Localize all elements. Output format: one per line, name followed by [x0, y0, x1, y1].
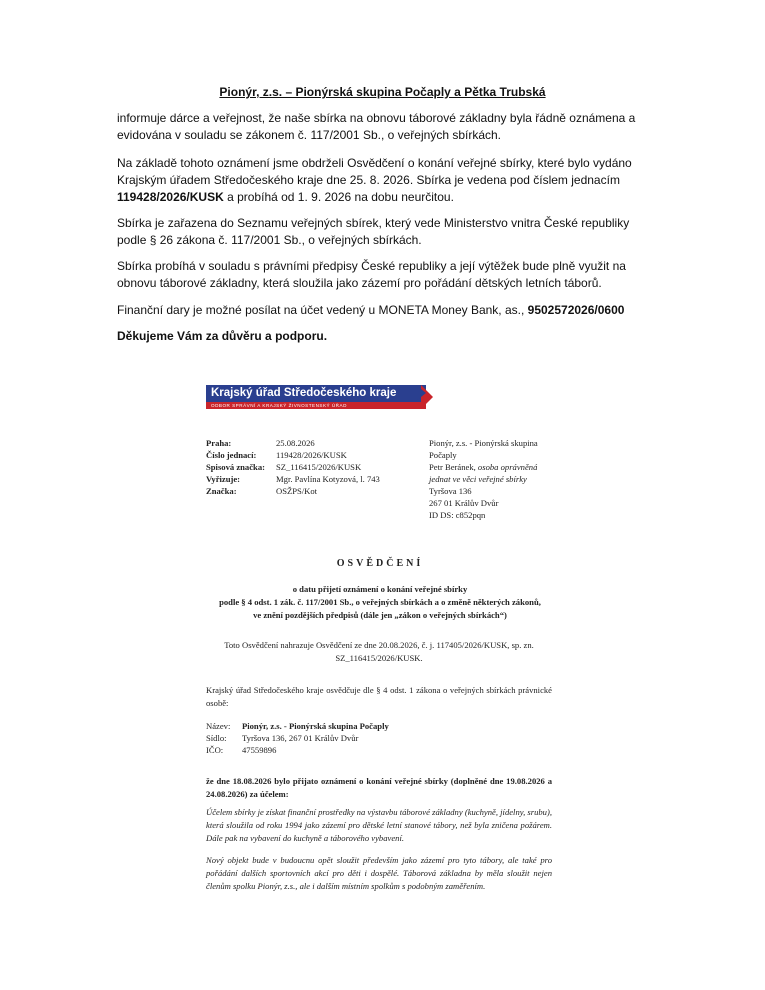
contact-role: osoba oprávněná — [475, 462, 538, 472]
attestation-text: Krajský úřad Středočeského kraje osvědčuje dle § 4 odst. 1 zákona o veřejných sbírkách právnické osobě: — [206, 685, 552, 708]
meta-label: Spisová značka: — [206, 462, 265, 472]
subtitle-line: o datu přijetí oznámení o konání veřejné sbírky — [292, 584, 468, 594]
entity-row — [206, 720, 552, 732]
address-street: Tyršova 136 — [429, 486, 472, 496]
entity-label: IČO: — [206, 745, 224, 755]
certificate-title: OSVĚDČENÍ — [336, 558, 424, 569]
meta-value: 119428/2026/KUSK — [276, 450, 347, 460]
office-name: Krajský úřad Středočeského kraje — [206, 385, 426, 402]
entity-value: 47559896 — [242, 745, 277, 755]
purpose-paragraph: Nový objekt bude v budoucnu opět sloužit především jako zázemí pro tyto tábory, ale také pro pořádání dalších sportovních akcí pro děti i dospělé. Táborová základna by měla sloužit nejen členům spolku Pionýr, z.s., ale i dalším místním spolkům s podobným zaměřením. — [206, 855, 552, 891]
letter-paragraph-intro: informuje dárce a veřejnost, že naše sbírka na obnovu táborové základny byla řádně oznámena a evidována v souladu se zákonem č. 117/2001 Sb., o veřejných sbírkách. — [117, 111, 636, 142]
meta-value: OSŽPS/Kot — [276, 486, 318, 496]
bank-account-number: 9502572026/0600 — [527, 303, 625, 317]
meta-label: Značka: — [206, 486, 237, 496]
address-line: Počaply — [429, 450, 457, 460]
replacement-note: Toto Osvědčení nahrazuje Osvědčení ze dne 20.08.2026, č. j. 117405/2026/KUSK, sp. zn. SZ_116415/2026/KUSK. — [224, 640, 534, 663]
certificate-scan — [200, 385, 560, 905]
paragraph-text: Finanční dary je možné posílat na účet vedený u MONETA Money Bank, as., — [117, 303, 528, 317]
meta-label: Číslo jednací: — [206, 450, 257, 460]
data-box-id: ID DS: c852pqn — [429, 510, 486, 520]
letter-paragraph-account — [117, 302, 652, 319]
entity-details — [206, 720, 552, 756]
entity-row — [206, 732, 552, 744]
meta-label: Praha: — [206, 438, 232, 448]
office-logo-banner — [206, 385, 426, 411]
meta-label: Vyřizuje: — [206, 474, 241, 484]
recipient-address — [429, 437, 559, 521]
purpose-paragraph: Účelem sbírky je získat finanční prostředky na výstavbu táborové základny (kuchyně, jídelny, srubu), která sloužila od roku 1994 jako zázemí pro dětské letní stanové tábory, než byla zničena požárem. Dále pak na vybavení do kuchyně a táborového vybavení. — [206, 807, 552, 843]
received-statement: že dne 18.08.2026 bylo přijato oznámení o konání veřejné sbírky (doplněné dne 19.08.2026 a 24.08.2026) za účelem: — [206, 776, 552, 799]
meta-value: SZ_116415/2026/KUSK — [276, 462, 362, 472]
banner-arrow-shape — [416, 385, 426, 401]
letter-heading: Pionýr, z.s. – Pionýrská skupina Počaply a Pětka Trubská — [219, 85, 546, 99]
subtitle-line: ve znění pozdějších předpisů (dále jen „zákon o veřejných sbírkách“) — [253, 610, 507, 620]
reference-number: 119428/2026/KUSK — [117, 190, 224, 204]
contact-role: jednat ve věci veřejné sbírky — [429, 474, 527, 484]
entity-label: Sídlo: — [206, 733, 227, 743]
address-contact — [429, 461, 559, 473]
paragraph-text: Na základě tohoto oznámení jsme obdrželi Osvědčení o konání veřejné sbírky, které bylo vydáno Krajským úřadem Středočeského kraje dne 25. 8. 2026. Sbírka je vedena pod číslem jednacím — [117, 156, 632, 187]
letter-paragraph-registry: Sbírka je zařazena do Seznamu veřejných sbírek, který vede Ministerstvo vnitra České republiky podle § 26 zákona č. 117/2001 Sb., o veřejných sbírkách. — [117, 216, 630, 247]
address-city: 267 01 Králův Dvůr — [429, 498, 499, 508]
entity-value: Tyršova 136, 267 01 Králův Dvůr — [242, 733, 359, 743]
contact-name: Petr Beránek, — [429, 462, 476, 472]
letter-thanks: Děkujeme Vám za důvěru a podporu. — [117, 329, 328, 343]
paragraph-text: a probíhá od 1. 9. 2026 na dobu neurčitou. — [223, 190, 454, 204]
entity-label: Název: — [206, 721, 231, 731]
letter-paragraph-purpose: Sbírka probíhá v souladu s právními předpisy České republiky a její výtěžek bude plně využit na obnovu táborové základny, která sloužila jako zázemí pro pořádání dětských letních táborů. — [117, 259, 626, 290]
office-department: ODBOR SPRÁVNÍ A KRAJSKÝ ŽIVNOSTENSKÝ ÚŘAD — [206, 402, 426, 409]
subtitle-line: podle § 4 odst. 1 zák. č. 117/2001 Sb., o veřejných sbírkách a o změně některých zákonů, — [219, 597, 541, 607]
entity-row — [206, 744, 552, 756]
address-line: Pionýr, z.s. - Pionýrská skupina — [429, 438, 538, 448]
certificate-subtitle — [200, 583, 560, 622]
meta-value: Mgr. Pavlína Kotyzová, l. 743 — [276, 474, 380, 484]
entity-value: Pionýr, z.s. - Pionýrská skupina Počaply — [242, 721, 389, 731]
letter-paragraph-certificate — [117, 155, 652, 206]
meta-value: 25.08.2026 — [276, 438, 315, 448]
